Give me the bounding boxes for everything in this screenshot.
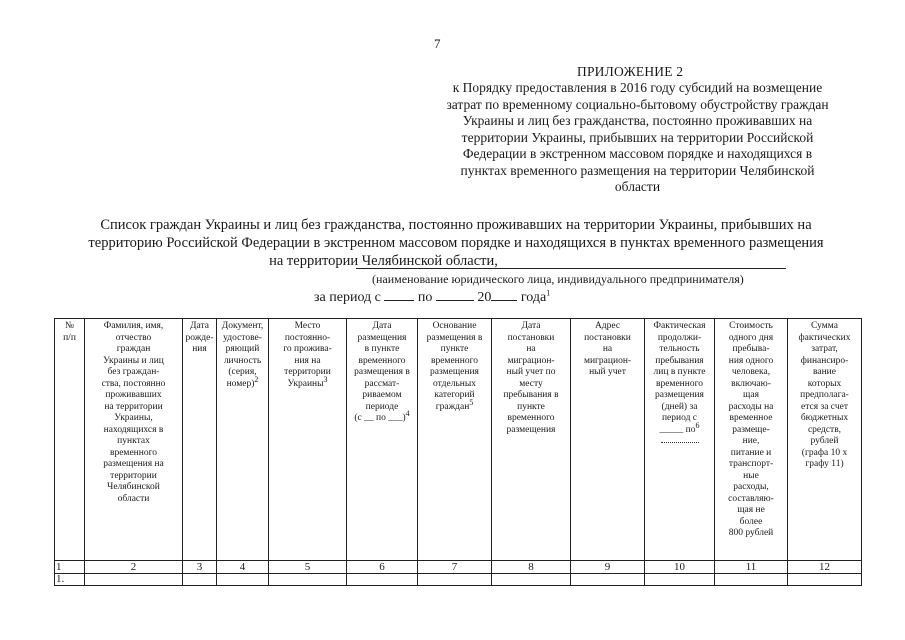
appendix-text [410,80,865,196]
organization-blank-line [356,268,786,269]
list-title-line: на территории Челябинской области, [269,253,498,269]
header-cell: Стоимость одного дня пребыва- ния одного человека, включаю- щая расходы на временное размеще- ние, питание и транспорт- ные расходы, составляю- щая не более 800 рублей [715,319,788,561]
period-footnote: 1 [546,288,551,298]
table-cell [347,574,418,586]
column-number: 10 [645,561,715,574]
appendix-line: области [614,179,661,194]
appendix-line: Украины и лиц без гражданства, постоянно проживавших на [462,113,813,128]
row-number-cell: 1. [55,574,85,586]
appendix-line: к Порядку предоставления в 2016 году субсидий на возмещение [452,80,823,95]
column-number: 9 [571,561,645,574]
header-cell: Основание размещения в пункте временного размещения отдельных категорий граждан$^5$ [418,319,492,561]
header-cell: Место постоянно- го прожива- ния на территории Украины$^3$ [269,319,347,561]
appendix-line: Федерации в экстренном массовом порядке и находящихся в [462,146,813,161]
table-cell [85,574,183,586]
header-cell: Дата размещения в пункте временного размещения в рассмат- риваемом периоде (с __ по ___)$^4$ [347,319,418,561]
table-cell [645,574,715,586]
header-cell: № п/п [55,319,85,561]
header-cell: Фактическая продолжи- тельность пребывания лиц в пункте временного размещения (дней) за период с _____ $по^6$ [645,319,715,561]
list-title-line: Список граждан Украины и лиц без гражданства, постоянно проживавших на территории Украины, прибывших на [100,217,812,233]
period-prefix: за период с [314,290,381,305]
column-number-row [55,561,862,574]
column-number: 5 [269,561,347,574]
table-cell [492,574,571,586]
header-cell: Сумма фактических затрат, финансиро- вание которых предполага- ется за счет бюджетных средств, рублей (графа 10 х графу 11) [788,319,862,561]
page-number: 7 [434,36,441,51]
column-number: 6 [347,561,418,574]
appendix-title: ПРИЛОЖЕНИЕ 2 [577,64,684,79]
header-cell: Дата рожде- ния [183,319,217,561]
column-number: 4 [217,561,269,574]
organization-caption: (наименование юридического лица, индивидуального предпринимателя) [372,272,744,286]
list-title [40,216,872,270]
period-end-blank [436,288,474,301]
table-cell [788,574,862,586]
appendix-line: пунктах временного размещения на территории Челябинской [460,162,815,178]
table-cell [217,574,269,586]
table-cell [571,574,645,586]
table-row [55,574,862,586]
column-number: 3 [183,561,217,574]
period-suffix: года [520,290,547,305]
table-cell [418,574,492,586]
period-line [314,288,550,306]
list-title-line: территорию Российской Федерации в экстренном массовом порядке и находящихся в пунктах временного размещения [88,235,824,251]
period-start-blank [384,288,414,301]
header-row [55,319,862,561]
column-number: 1 [55,561,85,574]
appendix-line: территории Украины, прибывших на территории Российской [461,129,814,145]
citizen-table [54,318,862,586]
column-number: 12 [788,561,862,574]
header-cell: Фамилия, имя, отчество граждан Украины и лиц без граждан- ства, постоянно проживавших на территории Украины, находящихся в пунктах временного размещения на территории Челябинской области [85,319,183,561]
header-cell: Документ, удостове- ряющий личность (серия, номер)$^2$ [217,319,269,561]
column-number: 8 [492,561,571,574]
header-cell: Адрес постановки на миграцион- ный учет [571,319,645,561]
appendix-line: затрат по временному социально-бытовому обустройству граждан [446,96,829,112]
column-number: 7 [418,561,492,574]
table-cell [183,574,217,586]
column-number: 2 [85,561,183,574]
period-year-blank [491,288,517,301]
table-cell [715,574,788,586]
period-year-prefix: 20 [477,290,492,305]
table-cell [269,574,347,586]
header-cell: Дата постановки на миграцион- ный учет по месту пребывания в пункте временного размещения [492,319,571,561]
column-number: 11 [715,561,788,574]
period-middle: по [417,290,433,305]
